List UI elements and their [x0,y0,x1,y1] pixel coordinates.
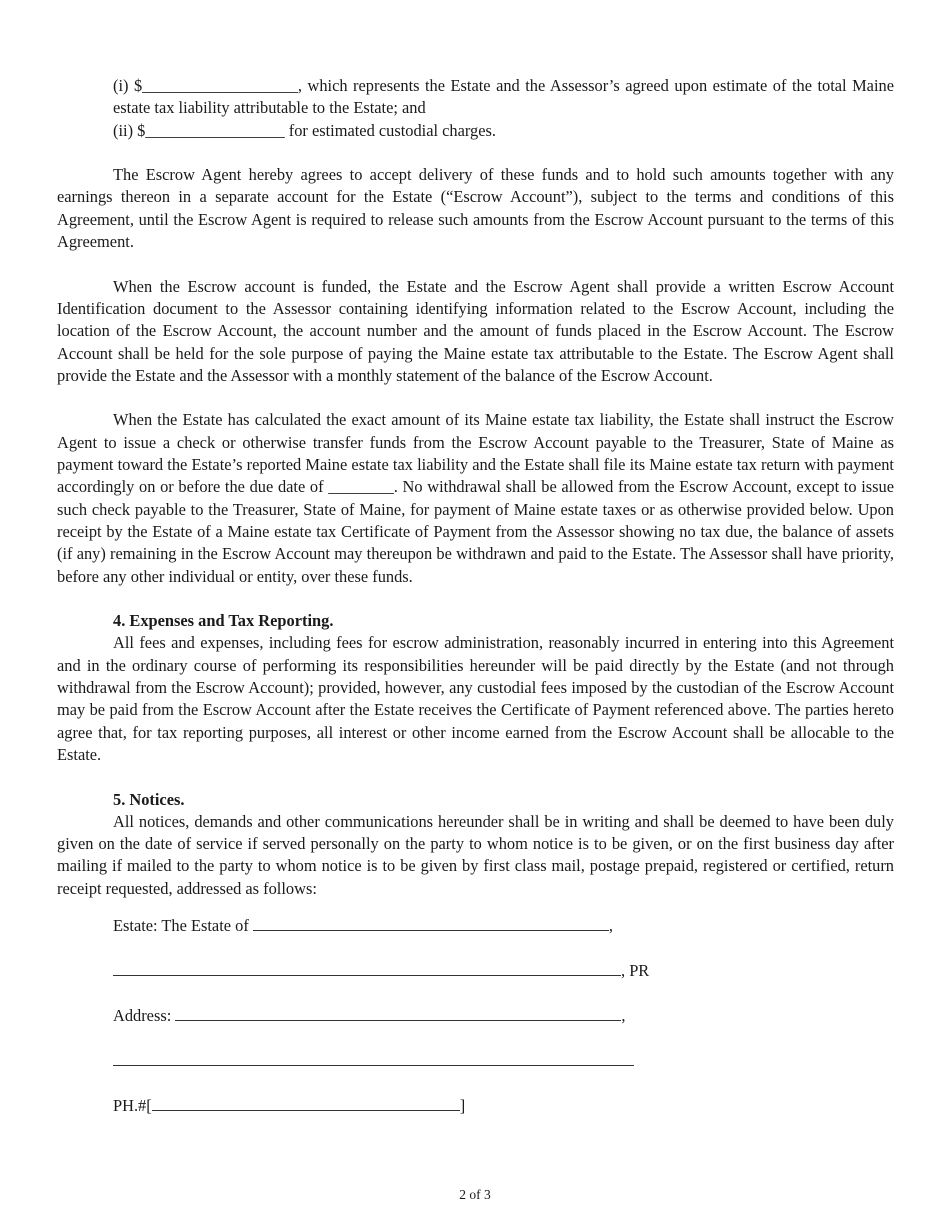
pr-suffix: , PR [621,960,650,980]
page-number: 2 of 3 [459,1187,491,1202]
pr-field [113,959,894,1004]
item-i [113,75,894,120]
section-body-notices: All notices, demands and other communications hereunder shall be in writing and shall be deemed to have been duly given on the date of service if served personally on the party to whom notice is to be given, or on the first business day after mailing if mailed to the party to whom notice is to be given by first class mail, postage prepaid, registered or certified, return receipt requested, addressed as follows: [57,811,894,898]
item-i-prefix: (i) $ [113,76,143,95]
section-body-expenses: All fees and expenses, including fees for escrow administration, reasonably incurred in entering into this Agreement and in the ordinary course of performing its responsibilities hereunder will be paid directly by the Estate (and not through withdrawal from the Escrow Account); provided, however, any custodial fees imposed by the custodian of the Escrow Account may be paid from the Escrow Account after the Estate receives the Certificate of Payment referenced above. The parties hereto agree that, for tax reporting purposes, all interest or other income earned from the Escrow Account shall be allocable to the Estate. [57,633,894,764]
section-heading-notices: 5. Notices. [113,789,185,809]
pr-name-blank[interactable] [113,959,621,976]
estate-label: Estate: The Estate of [113,915,253,935]
phone-blank[interactable] [152,1094,460,1111]
address-line-2-blank[interactable] [113,1049,634,1066]
amount-list [57,75,894,142]
item-ii [113,120,894,142]
address-label: Address: [113,1005,176,1025]
phone-suffix: ] [459,1095,466,1115]
section-heading-expenses: 4. Expenses and Tax Reporting. [113,611,334,631]
item-ii-text: for estimated custodial charges. [284,120,496,140]
address-blank[interactable] [175,1004,621,1021]
phone-field [113,1094,894,1139]
address-line-2-field [113,1049,894,1094]
estate-field [113,914,894,959]
phone-label: PH.#[ [113,1095,152,1115]
item-ii-blank: _________________ [145,120,285,140]
item-ii-prefix: (ii) $ [113,120,146,140]
item-i-text: , which represents the Estate and the Assessor’s agreed upon estimate of the total Maine estate tax liability attributable to the Estate; and [113,76,894,118]
estate-suffix: , [608,915,613,935]
address-field [113,1004,894,1049]
paragraph-escrow-funded: When the Escrow account is funded, the Estate and the Escrow Agent shall provide a written Escrow Account Identification document to the Assessor containing identifying information related to the Escrow Account, including the location of the Escrow Account, the account number and the amount of funds placed in the Escrow Account. The Escrow Account shall be held for the sole purpose of paying the Maine estate tax attributable to the Estate. The Escrow Agent shall provide the Estate and the Assessor with a monthly statement of the balance of the Escrow Account. [57,276,894,385]
notice-address-fields [57,914,894,1139]
document-page [57,75,894,1139]
paragraph-escrow-agent: The Escrow Agent hereby agrees to accept delivery of these funds and to hold such amounts together with any earnings thereon in a separate account for the Estate (“Escrow Account”), subject to the terms and conditions of this Agreement, until the Escrow Agent is required to release such amounts from the Escrow Account pursuant to the terms of this Agreement. [57,165,894,252]
item-i-blank: ___________________ [142,76,298,95]
paragraph-tax-liability: When the Estate has calculated the exact amount of its Maine estate tax liability, the Estate shall instruct the Escrow Agent to issue a check or otherwise transfer funds from the Escrow Account payable to the Treasurer, State of Maine as payment toward the Estate’s reported Maine estate tax liability and the Estate shall file its Maine estate tax return with payment accordingly on or before the due date of ________. No withdrawal shall be allowed from the Escrow Account, except to issue such check payable to the Treasurer, State of Maine, for payment of Maine estate taxes or as otherwise provided below. Upon receipt by the Estate of a Maine estate tax Certificate of Payment from the Assessor showing no tax due, the balance of assets (if any) remaining in the Escrow Account may thereupon be withdrawn and paid to the Estate. The Assessor shall have priority, before any other individual or entity, over these funds. [57,410,894,586]
address-suffix: , [621,1005,626,1025]
estate-name-blank[interactable] [253,914,609,931]
